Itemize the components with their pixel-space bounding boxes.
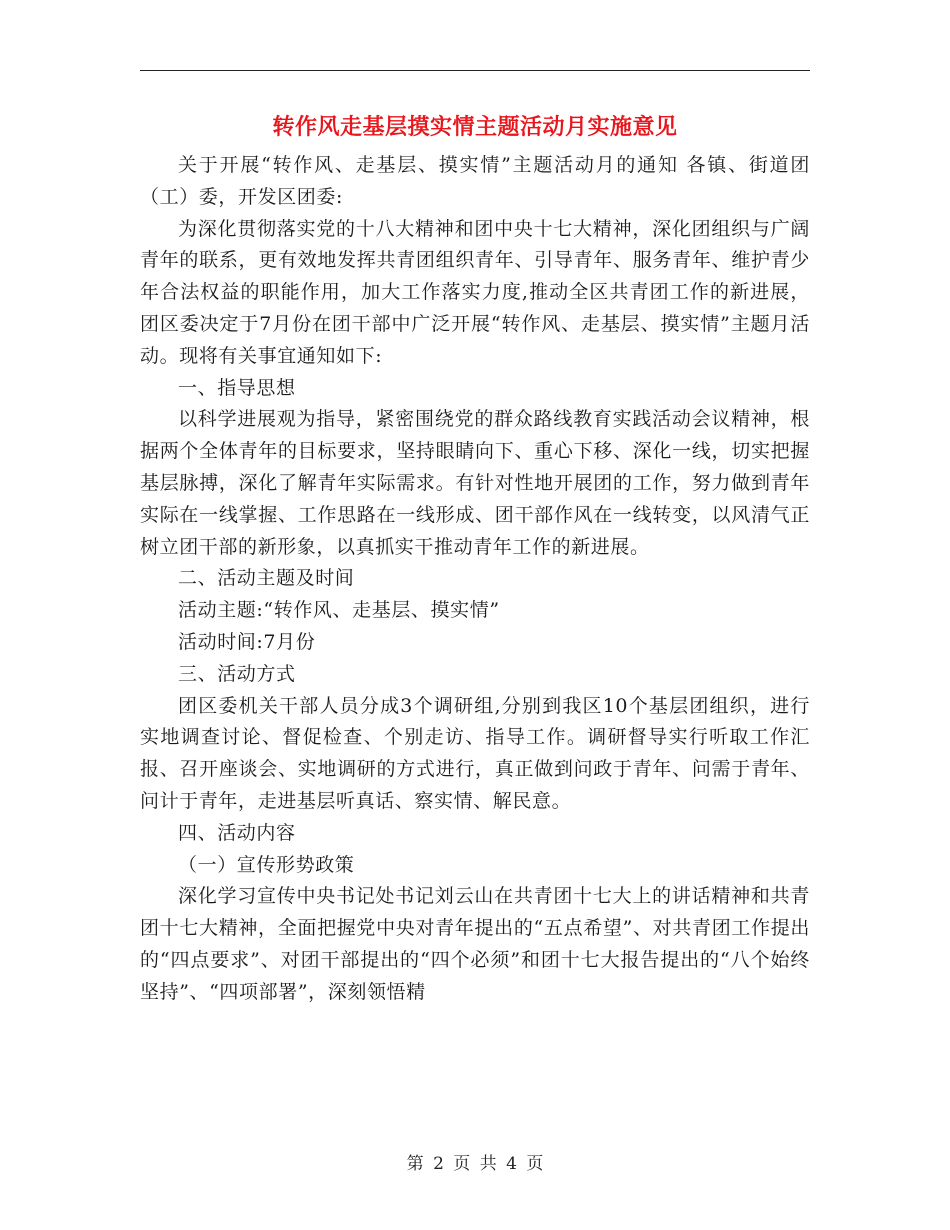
paragraph-activity-time: 活动时间:7月份	[178, 630, 316, 653]
paragraph-guiding-ideology: 以科学进展观为指导，紧密围绕党的群众路线教育实践活动会议精神，根据两个全体青年的目标要求，坚持眼睛向下、重心下移、深化一线，切实把握基层脉搏，深化了解青年实际需求。有针对性地开展团的工作，努力做到青年实际在一线掌握、工作思路在一线形成、团干部作风在一线转变，以风清气正树立团干部的新形象，以真抓实干推动青年工作的新进展。	[140, 408, 810, 558]
document-body	[140, 150, 810, 1009]
header-rule	[140, 70, 810, 71]
document-title: 转作风走基层摸实情主题活动月实施意见	[272, 114, 678, 140]
section-heading-activity-method: 三、活动方式	[178, 662, 296, 685]
subsection-heading-publicity: （一）宣传形势政策	[178, 853, 355, 876]
paragraph-notice-heading: 关于开展“转作风、走基层、摸实情”主题活动月的通知 各镇、街道团（工）委，开发区团委:	[140, 154, 810, 208]
section-heading-activity-content: 四、活动内容	[178, 821, 296, 844]
section-heading-theme-and-time: 二、活动主题及时间	[178, 567, 355, 590]
page-number: 第 2 页 共 4 页	[406, 1154, 544, 1174]
paragraph-activity-theme: 活动主题:“转作风、走基层、摸实情”	[178, 599, 500, 622]
section-heading-guiding-ideology: 一、指导思想	[178, 376, 296, 399]
paragraph-intro: 为深化贯彻落实党的十八大精神和团中央十七大精神，深化团组织与广阔青年的联系，更有效地发挥共青团组织青年、引导青年、服务青年、维护青少年合法权益的职能作用，加大工作落实力度,推动全区共青团工作的新进展，团区委决定于7月份在团干部中广泛开展“转作风、走基层、摸实情”主题月活动。现将有关事宜通知如下:	[140, 217, 810, 367]
paragraph-activity-method: 团区委机关干部人员分成3个调研组,分别到我区10个基层团组织，进行实地调查讨论、督促检查、个别走访、指导工作。调研督导实行听取工作汇报、召开座谈会、实地调研的方式进行，真正做到问政于青年、问需于青年、问计于青年，走进基层听真话、察实情、解民意。	[140, 694, 810, 812]
paragraph-publicity: 深化学习宣传中央书记处书记刘云山在共青团十七大上的讲话精神和共青团十七大精神，全面把握党中央对青年提出的“五点希望”、对共青团工作提出的“四点要求”、对团干部提出的“四个必须”和团十七大报告提出的“八个始终坚持”、“四项部署”，深刻领悟精	[140, 885, 810, 1003]
